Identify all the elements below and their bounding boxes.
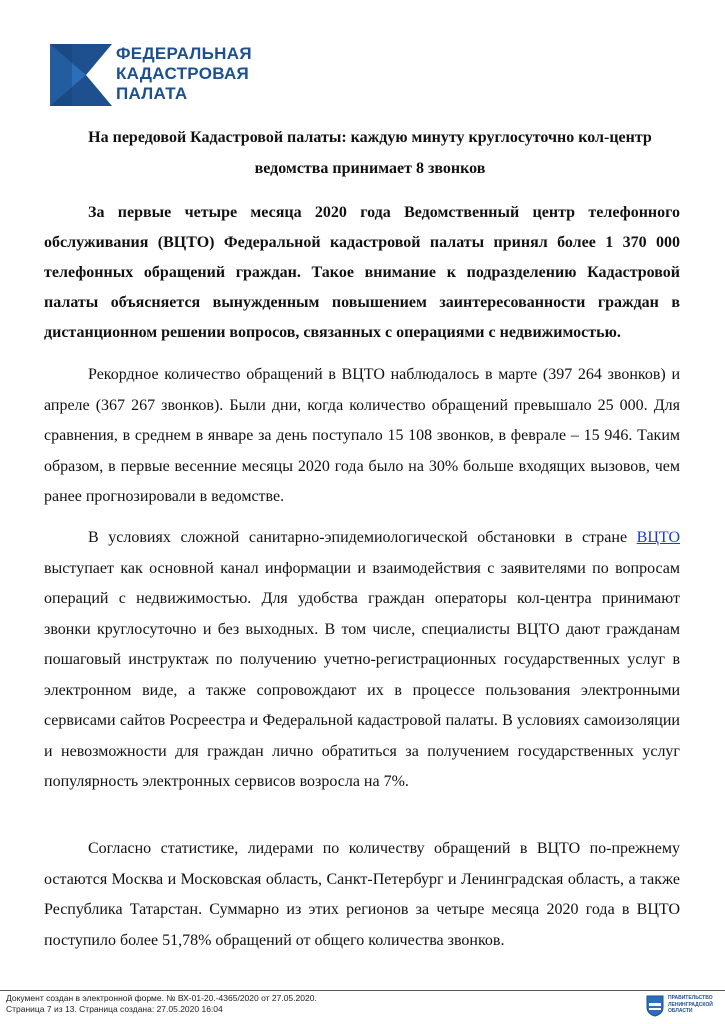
gov-line-2: ЛЕНИНГРАДСКОЙ — [668, 1001, 713, 1008]
footer-page-info: Страница 7 из 13. Страница создана: 27.05.2020 16:04 — [6, 1004, 223, 1014]
footer-divider — [0, 990, 725, 991]
document-footer — [6, 993, 566, 1015]
government-name — [668, 995, 724, 1015]
article-lead: За первые четыре месяца 2020 года Ведомственный центр телефонного обслуживания (ВЦТО) Федеральной кадастровой палаты принял более 1 370 000 телефонных обращений граждан. Такое внимание к подразделению Кадастровой палаты объясняется вынужденным повышением заинтересованности граждан в дистанционном решении вопросов, связанных с операциями с недвижимостью. — [44, 204, 680, 341]
paragraph-call-records: Рекордное количество обращений в ВЦТО наблюдалось в марте (397 264 звонков) и апреле (367 267 звонков). Были дни, когда количество обращений превышало 25 000. Для сравнения, в среднем в январе за день поступало 15 108 звонков, в феврале – 15 946. Таким образом, в первые весенние месяцы 2020 года было на 30% больше входящих вызовов, чем ранее прогнозировали в ведомстве. — [44, 366, 680, 505]
article-title: На передовой Кадастровой палаты: каждую минуту круглосуточно кол-центр ведомства принимает 8 звонков — [88, 129, 652, 177]
logo-line-1: ФЕДЕРАЛЬНАЯ — [116, 44, 252, 63]
paragraph-vcto-role-start: В условиях сложной санитарно-эпидемиологической обстановки в стране — [88, 529, 637, 546]
gov-line-3: ОБЛАСТИ — [668, 1008, 693, 1014]
government-logo — [646, 995, 724, 1021]
vcto-link[interactable]: ВЦТО — [636, 529, 680, 546]
logo-line-2: КАДАСТРОВАЯ — [116, 64, 250, 83]
paragraph-vcto-role-rest: выступает как основной канал информации и взаимодействия с заявителями по вопросам операций с недвижимостью. Для удобства граждан операторы кол-центра принимают звонки круглосуточно и без выходных. В том числе, специалисты ВЦТО дают гражданам пошаговый инструктаж по получению учетно-регистрационных государственных услуг в электронном виде, а также сопровождают их в процессе пользования электронными сервисами сайтов Росреестра и Федеральной кадастровой палаты. В условиях самоизоляции и невозможности для граждан лично обратиться за получением государственных услуг популярность электронных сервисов возросла на 7%. — [44, 559, 680, 790]
logo-line-3: ПАЛАТА — [116, 84, 188, 103]
gov-line-1: ПРАВИТЕЛЬСТВО — [668, 995, 713, 1001]
logo-emblem-icon — [50, 44, 112, 106]
logo-wordmark — [116, 44, 252, 104]
coat-of-arms-icon — [646, 995, 664, 1017]
paragraph-vcto-role — [44, 523, 680, 798]
cadastral-chamber-logo — [50, 44, 280, 108]
footer-document-id: Документ создан в электронной форме. № ВХ-01-20.-4365/2020 от 27.05.2020. — [6, 993, 317, 1003]
paragraph-regional-stats: Согласно статистике, лидерами по количеству обращений в ВЦТО по-прежнему остаются Москва и Московская область, Санкт-Петербург и Ленинградская область, а также Республика Татарстан. Суммарно из этих регионов за четыре месяца 2020 года в ВЦТО поступило более 51,78% обращений от общего количества звонков. — [44, 840, 680, 949]
